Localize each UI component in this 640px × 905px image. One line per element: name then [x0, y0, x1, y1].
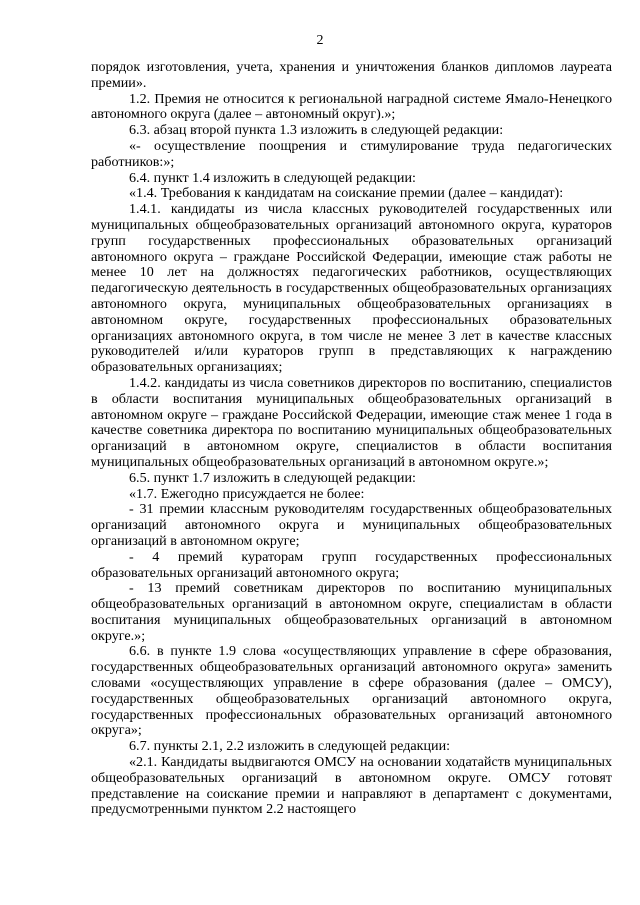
page-number: 2 [316, 33, 324, 48]
document-body [91, 60, 612, 818]
paragraph: «1.4. Требования к кандидатам на соискание премии (далее – кандидат): [129, 185, 564, 202]
paragraph: 1.4.2. кандидаты из числа советников директоров по воспитанию, специалистов в области воспитания муниципальных общеобразовательных организаций в автономном округе – граждане Российской Федерации, имеющие стаж менее 1 года в качестве советника директора по воспитанию муниципальных общеобразовательных организаций в автономном округе, специалистов в области воспитания муниципальных общеобразовательных организаций в автономном округе.»; [91, 374, 612, 470]
paragraph: «- осуществление поощрения и стимулирование труда педагогических работников:»; [91, 137, 612, 170]
paragraph: 6.7. пункты 2.1, 2.2 изложить в следующей редакции: [129, 738, 451, 755]
paragraph: 6.6. в пункте 1.9 слова «осуществляющих управление в сфере образования, государственных общеобразовательных организаций автономного округа» заменить словами «осуществляющих управление в сфере образования (далее – ОМСУ), государственных общеобразовательных организаций автономного округа, государственных профессиональных образовательных организаций автономного округа»; [91, 643, 612, 739]
paragraph: 1.4.1. кандидаты из числа классных руководителей государственных или муниципальных общеобразовательных организаций автономного округа, кураторов групп государственных профессиональных образовательных организаций автономного округа – граждане Российской Федерации, имеющие стаж работы не менее 10 лет на должностях педагогических работников, осуществляющих педагогическую деятельность в государственных общеобразовательных организациях автономного округа, муниципальных общеобразовательных организациях в автономном округе, государственных профессиональных образовательных организациях автономного округа, в том числе не менее 3 лет в качестве классных руководителей и/или кураторов групп в представляющих к награждению образовательных организациях; [91, 201, 612, 376]
paragraph: - 4 премий кураторам групп государственных профессиональных образовательных организаций автономного округа; [91, 548, 612, 581]
paragraph: - 13 премий советникам директоров по воспитанию муниципальных общеобразовательных организаций в автономном округе, специалистам в области воспитания муниципальных общеобразовательных организаций в автономном округе.»; [91, 580, 612, 644]
paragraph: «2.1. Кандидаты выдвигаются ОМСУ на основании ходатайств муниципальных общеобразовательных организаций в автономном округе. ОМСУ готовят представление на соискание премии и направляют в департамент с документами, предусмотренными пунктом 2.2 настоящего [91, 754, 612, 818]
paragraph: - 31 премии классным руководителям государственных общеобразовательных организаций автономного округа и муниципальных общеобразовательных организаций в автономном округе; [91, 501, 612, 549]
paragraph: 1.2. Премия не относится к региональной наградной системе Ямало-Ненецкого автономного округа (далее – автономный округ).»; [91, 90, 612, 123]
paragraph: 6.4. пункт 1.4 изложить в следующей редакции: [129, 169, 416, 186]
paragraph: 6.3. абзац второй пункта 1.3 изложить в следующей редакции: [129, 122, 504, 139]
paragraph: порядок изготовления, учета, хранения и уничтожения бланков дипломов лауреата премии». [91, 59, 612, 91]
paragraph: 6.5. пункт 1.7 изложить в следующей редакции: [129, 469, 416, 486]
paragraph: «1.7. Ежегодно присуждается не более: [129, 485, 365, 502]
